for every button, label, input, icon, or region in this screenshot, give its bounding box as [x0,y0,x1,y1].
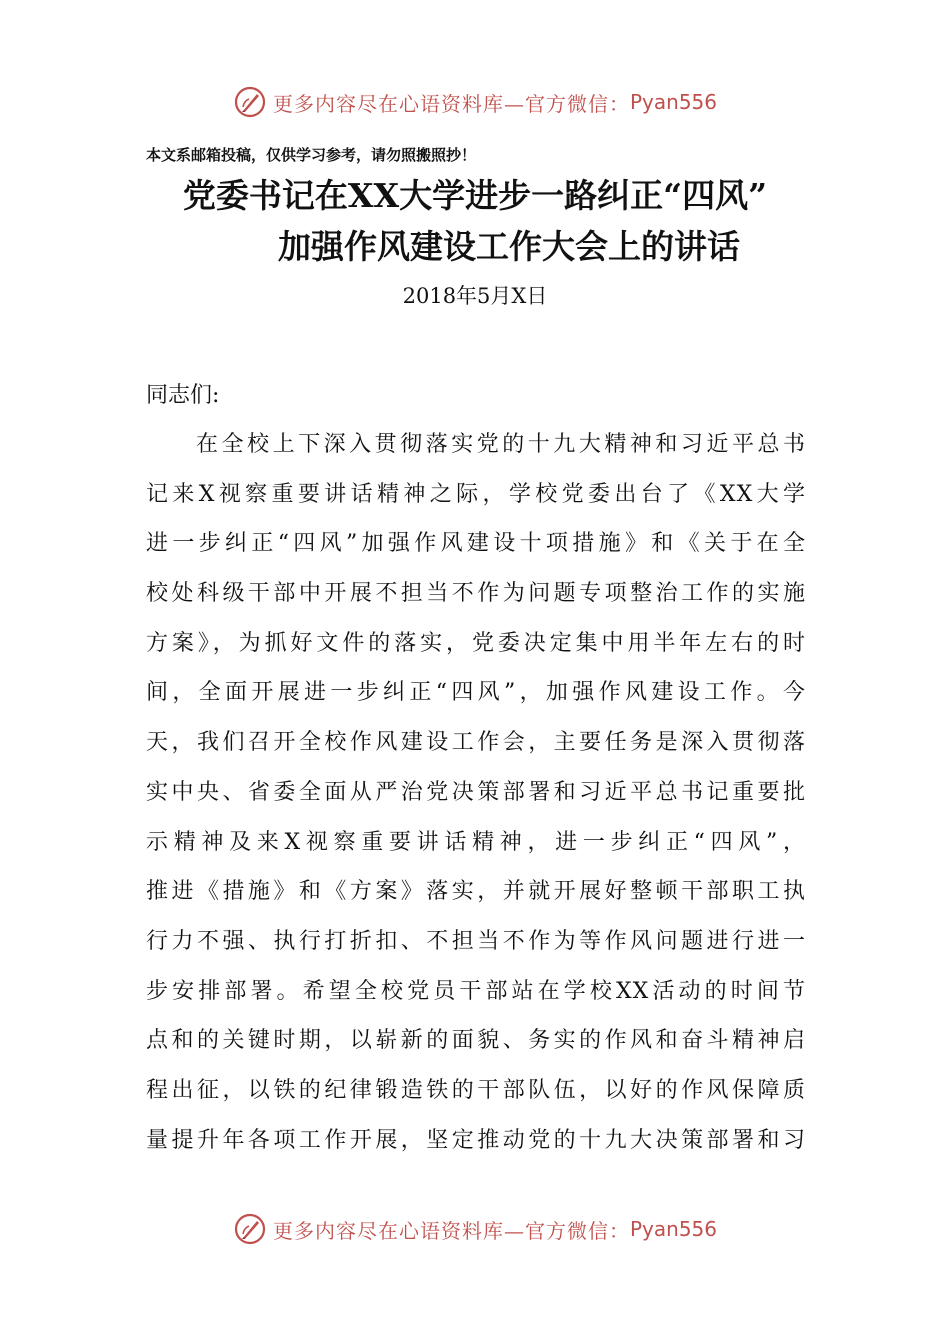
body-line: 在全校上下深入贯彻落实党的十九大精神和习近平总书 [196,432,806,457]
header-banner-wechat-id: Pyan556 [629,90,717,114]
body-line: 记来X视察重要讲话精神之际，学校党委出台了《XX大学 [146,481,806,507]
document-title-line-2: 加强作风建设工作大会上的讲话 [278,227,740,266]
quill-pen-logo-icon [233,1212,267,1246]
body-line: 量提升年各项工作开展，坚定推动党的十九大决策部署和习 [146,1127,806,1153]
submission-notice: 本文系邮箱投稿，仅供学习参考，请勿照搬照抄！ [146,146,477,164]
quill-pen-logo-icon [233,85,267,119]
body-line: 间，全面开展进一步纠正“四风”，加强作风建设工作。今 [146,680,806,706]
header-banner [0,80,950,124]
body-line: 进一步纠正“四风”加强作风建设十项措施》和《关于在全 [146,531,806,557]
body-line: 行力不强、执行打折扣、不担当不作为等作风问题进行进一 [146,928,806,954]
document-title-line-1: 党委书记在XX大学进步一路纠正“四风” [182,176,768,215]
speech-body [146,428,806,1173]
footer-banner-wechat-id: Pyan556 [629,1217,717,1241]
body-line: 实中央、省委全面从严治党决策部署和习近平总书记重要批 [146,779,806,805]
footer-banner-text: 更多内容尽在心语资料库—官方微信： [272,1218,630,1243]
body-line: 校处科级干部中开展不担当不作为问题专项整治工作的实施 [146,581,806,607]
body-line: 天，我们召开全校作风建设工作会，主要任务是深入贯彻落 [146,730,806,756]
header-banner-text: 更多内容尽在心语资料库—官方微信： [272,91,630,116]
salutation: 同志们: [146,383,220,408]
body-line: 方案》，为抓好文件的落实，党委决定集中用半年左右的时 [146,630,806,656]
body-line: 示精神及来X视察重要讲话精神，进一步纠正“四风”， [146,829,806,855]
body-line: 程出征，以铁的纪律锻造铁的干部队伍，以好的作风保障质 [146,1077,806,1103]
body-line: 推进《措施》和《方案》落实，并就开展好整顿干部职工执 [146,879,806,905]
body-line: 步安排部署。希望全校党员干部站在学校XX活动的时间节 [146,978,806,1004]
body-line: 点和的关键时期，以崭新的面貌、务实的作风和奋斗精神启 [146,1028,806,1054]
document-date: 2018年5月X日 [402,284,548,308]
footer-banner [0,1207,950,1251]
